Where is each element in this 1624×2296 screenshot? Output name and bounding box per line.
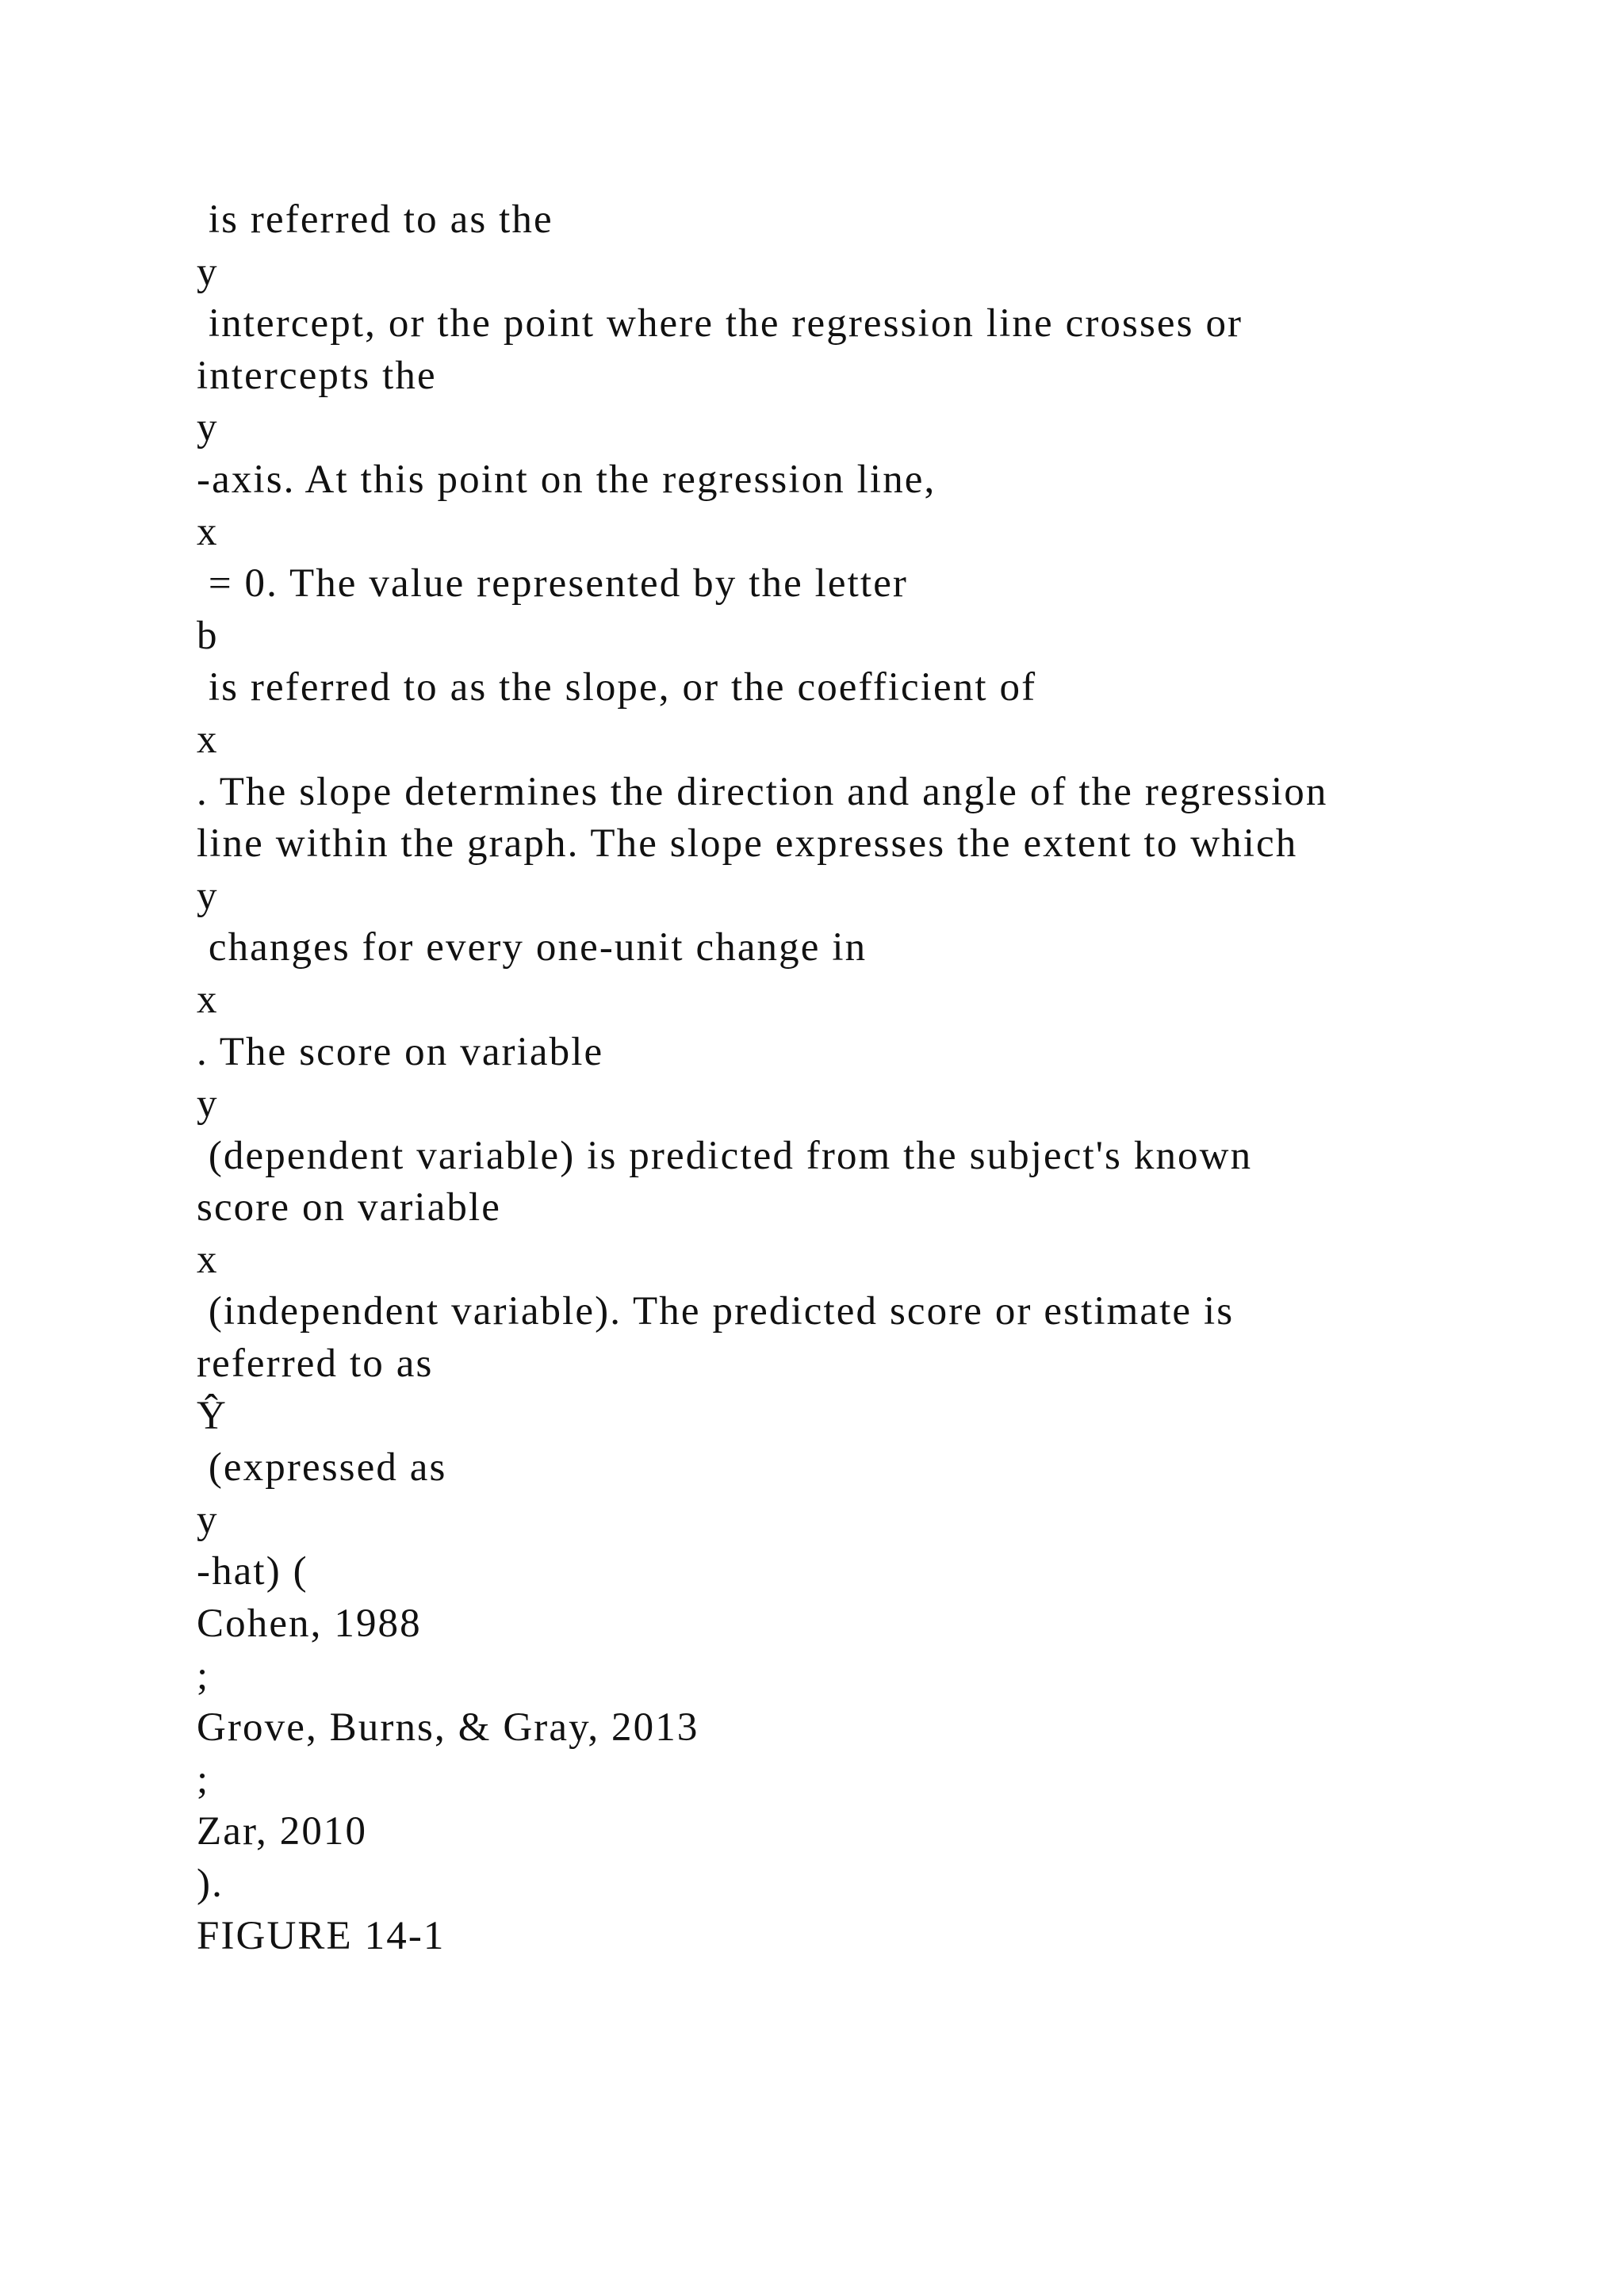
text-line: is referred to as the xyxy=(197,197,553,242)
text-line: y xyxy=(197,249,219,294)
text-line: y xyxy=(197,873,219,918)
text-line: y xyxy=(197,405,219,450)
text-line: intercepts the xyxy=(197,353,437,398)
text-line: changes for every one-unit change in xyxy=(197,925,868,970)
text-line: . The slope determines the direction and angle of the regression xyxy=(197,769,1328,814)
text-line: b xyxy=(197,613,219,658)
text-line: ). xyxy=(197,1862,224,1906)
text-line: . The score on variable xyxy=(197,1029,604,1074)
text-line: referred to as xyxy=(197,1341,434,1387)
citation-separator: ; xyxy=(197,1653,210,1698)
text-line: intercept, or the point where the regression line crosses or xyxy=(197,301,1243,346)
text-line: y xyxy=(197,1497,219,1542)
text-line: = 0. The value represented by the letter xyxy=(197,561,909,607)
citation-zar: Zar, 2010 xyxy=(197,1809,368,1854)
text-line: x xyxy=(197,509,219,554)
text-line: x xyxy=(197,1237,219,1282)
citation-separator: ; xyxy=(197,1757,210,1802)
text-line: y xyxy=(197,1081,219,1127)
text-line: line within the graph. The slope expresses the extent to which xyxy=(197,821,1298,867)
citation-cohen: Cohen, 1988 xyxy=(197,1601,422,1647)
text-line: -axis. At this point on the regression line, xyxy=(197,457,936,502)
text-line: x xyxy=(197,717,219,762)
figure-label: FIGURE 14-1 xyxy=(197,1913,446,1958)
y-hat-symbol: Ŷ xyxy=(197,1393,228,1438)
text-line: is referred to as the slope, or the coefficient of xyxy=(197,665,1037,710)
text-line: x xyxy=(197,977,219,1022)
text-line: (expressed as xyxy=(197,1445,447,1490)
text-line: (independent variable). The predicted score or estimate is xyxy=(197,1289,1235,1334)
text-line: -hat) ( xyxy=(197,1549,308,1594)
text-line: score on variable xyxy=(197,1185,502,1230)
text-line: (dependent variable) is predicted from the subject's known xyxy=(197,1133,1253,1178)
body-text xyxy=(197,194,1465,1962)
citation-grove: Grove, Burns, & Gray, 2013 xyxy=(197,1705,699,1751)
